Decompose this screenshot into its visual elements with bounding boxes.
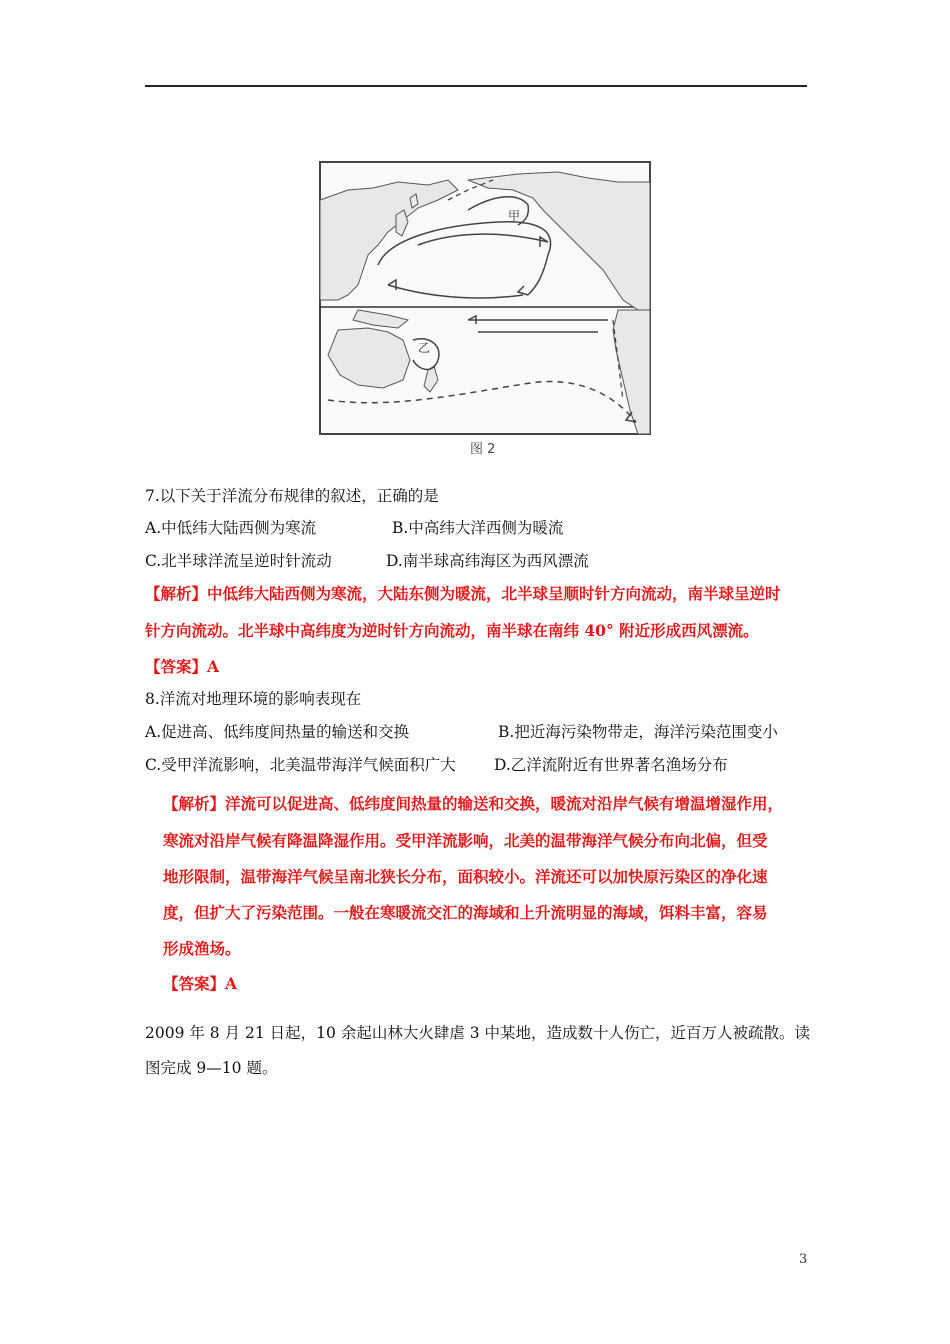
q8-analysis-line2: 寒流对沿岸气候有降温降湿作用。受甲洋流影响，北美的温带海洋气候分布向北偏，但受 xyxy=(163,831,768,850)
q7-stem: 7.以下关于洋流分布规律的叙述，正确的是 xyxy=(145,487,439,505)
header-rule xyxy=(145,85,807,87)
q8-option-d: D.乙洋流附近有世界著名渔场分布 xyxy=(494,756,728,774)
q8-analysis-line5: 形成渔场。 xyxy=(163,939,241,958)
q8-option-c: C.受甲洋流影响，北美温带海洋气候面积广大 xyxy=(145,756,456,774)
pacific-map-svg xyxy=(318,160,652,436)
q7-analysis-line1: 【解析】中低纬大陆西侧为寒流，大陆东侧为暖流，北半球呈顺时针方向流动，南半球呈逆时 xyxy=(145,584,781,603)
q8-option-a: A.促进高、低纬度间热量的输送和交换 xyxy=(145,723,410,741)
figure-caption: 图 2 xyxy=(470,442,496,457)
q8-analysis-line1: 【解析】洋流可以促进高、低纬度间热量的输送和交换，暖流对沿岸气候有增温增湿作用， xyxy=(163,794,784,813)
ocean-current-map xyxy=(318,160,652,436)
q8-analysis-line4: 度，但扩大了污染范围。一般在寒暖流交汇的海域和上升流明显的海域，饵料丰富，容易 xyxy=(163,903,768,922)
page-number: 3 xyxy=(799,1252,808,1267)
q7-answer: 【答案】A xyxy=(145,657,220,676)
q7-analysis-line2: 针方向流动。北半球中高纬度为逆时针方向流动，南半球在南纬 40° 附近形成西风漂流。 xyxy=(145,621,759,640)
q9-intro-line2: 图完成 9—10 题。 xyxy=(145,1059,278,1077)
q9-intro-line1: 2009 年 8 月 21 日起，10 余起山林大火肆虐 3 中某地，造成数十人伤亡，近百万人被疏散。读 xyxy=(145,1024,811,1042)
q7-option-a: A.中低纬大陆西侧为寒流 xyxy=(145,519,317,537)
q8-option-b: B.把近海污染物带走，海洋污染范围变小 xyxy=(498,723,778,741)
label-jia: 甲 xyxy=(508,209,521,223)
q7-option-c: C.北半球洋流呈逆时针流动 xyxy=(145,552,332,570)
q7-option-b: B.中高纬大洋西侧为暖流 xyxy=(392,519,564,537)
q8-stem: 8.洋流对地理环境的影响表现在 xyxy=(145,690,362,708)
label-yi: 乙 xyxy=(418,341,431,355)
q8-analysis-line3: 地形限制，温带海洋气候呈南北狭长分布，面积较小。洋流还可以加快原污染区的净化速 xyxy=(163,867,768,886)
q8-answer: 【答案】A xyxy=(163,974,238,993)
q7-option-d: D.南半球高纬海区为西风漂流 xyxy=(386,552,589,570)
